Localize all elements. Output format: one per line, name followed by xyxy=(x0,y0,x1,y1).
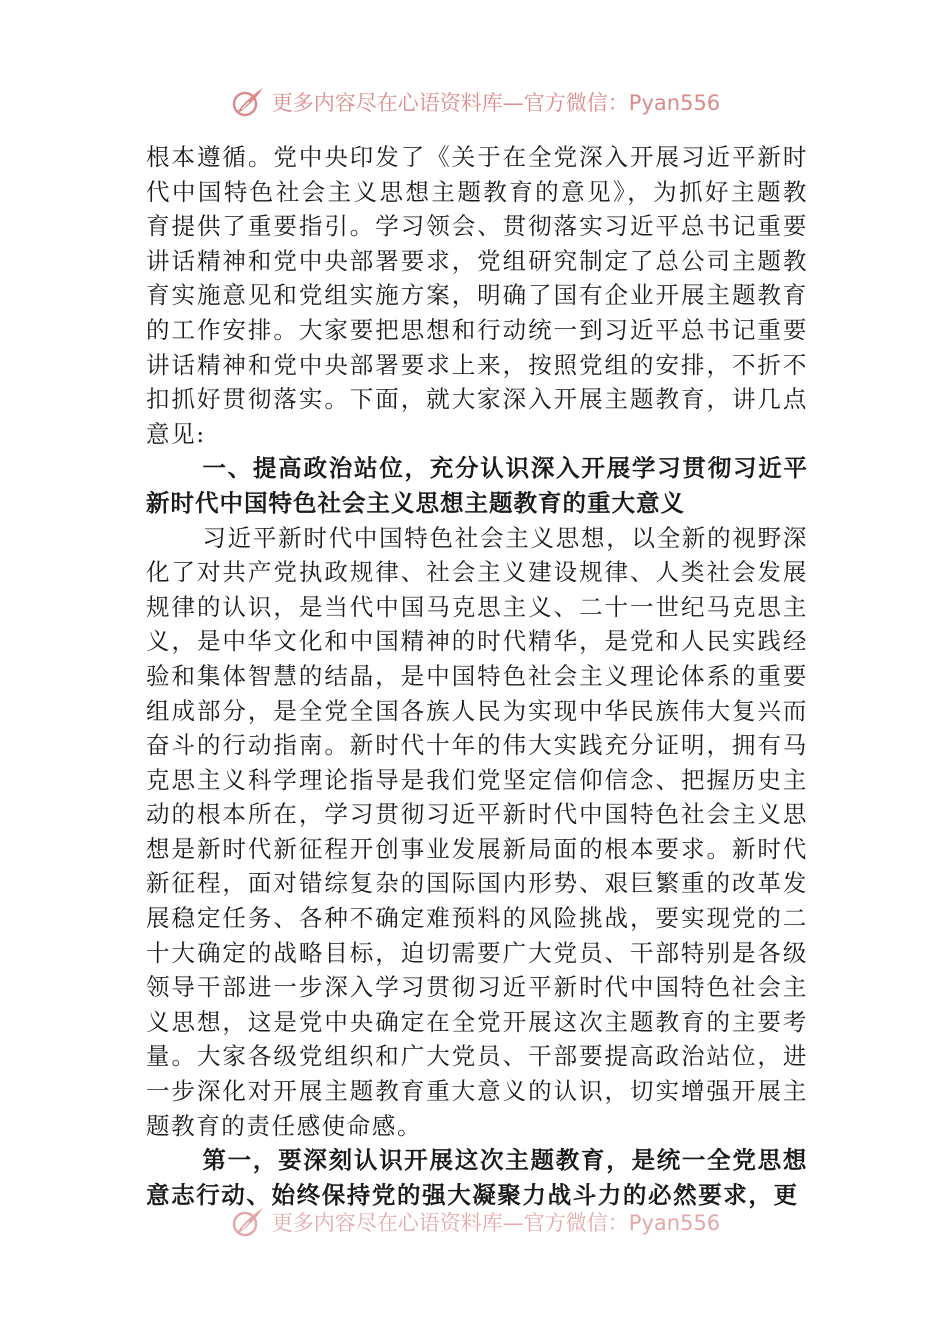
quill-logo-icon xyxy=(230,85,266,119)
watermark-text: 更多内容尽在心语资料库—官方微信：Pyan556 xyxy=(271,91,721,115)
document-body xyxy=(146,140,808,1212)
quill-logo-icon xyxy=(230,1205,266,1239)
watermark-footer xyxy=(0,1202,950,1242)
bold-paragraph: 第一，要深刻认识开展这次主题教育，是统一全党思想意志行动、始终保持党的强大凝聚力战斗力的必然要求，更 xyxy=(146,1146,808,1209)
watermark-header xyxy=(0,82,950,122)
section-heading: 一、提高政治站位，充分认识深入开展学习贯彻习近平新时代中国特色社会主义思想主题教育的重大意义 xyxy=(146,454,808,517)
paragraph-continued: 根本遵循。党中央印发了《关于在全党深入开展习近平新时代中国特色社会主义思想主题教育的意见》，为抓好主题教育提供了重要指引。学习领会、贯彻落实习近平总书记重要讲话精神和党中央部署要求，党组研究制定了总公司主题教育实施意见和党组实施方案，明确了国有企业开展主题教育的工作安排。大家要把思想和行动统一到习近平总书记重要讲话精神和党中央部署要求上来，按照党组的安排，不折不扣抓好贯彻落实。下面，就大家深入开展主题教育，讲几点意见: xyxy=(146,143,808,448)
paragraph: 习近平新时代中国特色社会主义思想，以全新的视野深化了对共产党执政规律、社会主义建设规律、人类社会发展规律的认识，是当代中国马克思主义、二十一世纪马克思主义，是中华文化和中国精神的时代精华，是党和人民实践经验和集体智慧的结晶，是中国特色社会主义理论体系的重要组成部分，是全党全国各族人民为实现中华民族伟大复兴而奋斗的行动指南。新时代十年的伟大实践充分证明，拥有马克思主义科学理论指导是我们党坚定信仰信念、把握历史主动的根本所在，学习贯彻习近平新时代中国特色社会主义思想是新时代新征程开创事业发展新局面的根本要求。新时代新征程，面对错综复杂的国际国内形势、艰巨繁重的改革发展稳定任务、各种不确定难预料的风险挑战，要实现党的二十大确定的战略目标，迫切需要广大党员、干部特别是各级领导干部进一步深入学习贯彻习近平新时代中国特色社会主义思想，这是党中央确定在全党开展这次主题教育的主要考量。大家各级党组织和广大党员、干部要提高政治站位，进一步深化对开展主题教育重大意义的认识，切实增强开展主题教育的责任感使命感。 xyxy=(146,523,808,1140)
watermark-text: 更多内容尽在心语资料库—官方微信：Pyan556 xyxy=(271,1211,721,1235)
